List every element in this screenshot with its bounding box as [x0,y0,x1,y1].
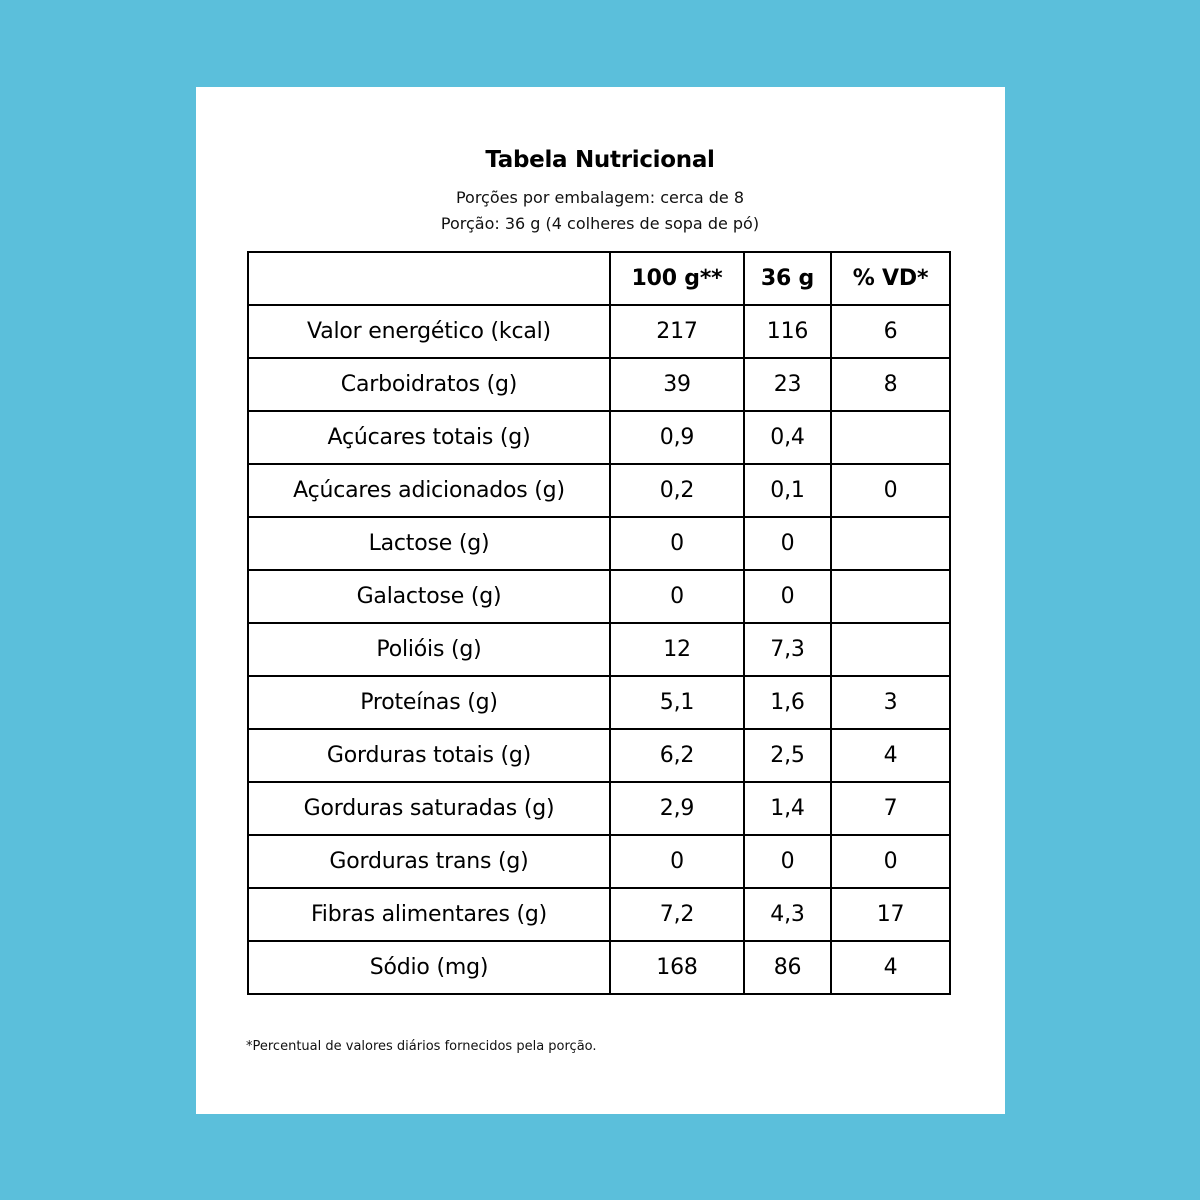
nutrient-name: Sódio (mg) [248,941,610,994]
nutrient-name: Gorduras trans (g) [248,835,610,888]
value-per-portion: 1,6 [744,676,831,729]
nutrient-name: Lactose (g) [248,517,610,570]
header-row [248,252,950,305]
table-row [248,411,950,464]
table-row [248,941,950,994]
value-per-portion: 7,3 [744,623,831,676]
value-daily: 7 [831,782,950,835]
value-daily: 4 [831,729,950,782]
value-daily: 4 [831,941,950,994]
value-per-portion: 0 [744,835,831,888]
value-per-portion: 0,4 [744,411,831,464]
value-per-100g: 7,2 [610,888,744,941]
value-daily: 6 [831,305,950,358]
nutrient-name: Gorduras saturadas (g) [248,782,610,835]
value-per-portion: 1,4 [744,782,831,835]
nutrient-name: Açúcares adicionados (g) [248,464,610,517]
value-per-100g: 0 [610,835,744,888]
value-per-100g: 168 [610,941,744,994]
value-per-portion: 0,1 [744,464,831,517]
value-daily: 0 [831,464,950,517]
value-per-portion: 86 [744,941,831,994]
table-title: Tabela Nutricional [485,147,715,173]
value-daily: 8 [831,358,950,411]
value-per-portion: 23 [744,358,831,411]
value-per-100g: 217 [610,305,744,358]
table-row [248,676,950,729]
header-per-portion: 36 g [744,252,831,305]
nutrient-name: Gorduras totais (g) [248,729,610,782]
nutrient-name: Açúcares totais (g) [248,411,610,464]
table-row [248,570,950,623]
table-row [248,517,950,570]
table-row [248,782,950,835]
portion-size: Porção: 36 g (4 colheres de sopa de pó) [440,214,760,233]
nutrient-name: Valor energético (kcal) [248,305,610,358]
header-daily-value: % VD* [831,252,950,305]
value-daily [831,570,950,623]
value-per-100g: 5,1 [610,676,744,729]
table-row [248,305,950,358]
value-daily: 0 [831,835,950,888]
table-row [248,888,950,941]
value-daily: 17 [831,888,950,941]
value-per-portion: 0 [744,570,831,623]
nutrient-name: Proteínas (g) [248,676,610,729]
value-per-100g: 2,9 [610,782,744,835]
servings-per-package: Porções por embalagem: cerca de 8 [455,188,745,207]
value-per-100g: 6,2 [610,729,744,782]
value-per-100g: 0,9 [610,411,744,464]
table-row [248,729,950,782]
value-per-portion: 4,3 [744,888,831,941]
table-row [248,358,950,411]
value-daily [831,623,950,676]
value-daily [831,411,950,464]
value-daily [831,517,950,570]
nutrition-table [247,251,951,995]
value-per-portion: 0 [744,517,831,570]
table-row [248,835,950,888]
value-per-portion: 2,5 [744,729,831,782]
footnote: *Percentual de valores diários fornecidos pela porção. [246,1039,597,1054]
table-row [248,464,950,517]
value-per-100g: 0,2 [610,464,744,517]
value-per-100g: 0 [610,517,744,570]
value-per-100g: 39 [610,358,744,411]
value-daily: 3 [831,676,950,729]
value-per-100g: 0 [610,570,744,623]
nutrient-name: Carboidratos (g) [248,358,610,411]
table-row [248,623,950,676]
header-per-100g: 100 g** [610,252,744,305]
value-per-portion: 116 [744,305,831,358]
header-nutrient [248,252,610,305]
nutrient-name: Galactose (g) [248,570,610,623]
value-per-100g: 12 [610,623,744,676]
nutrient-name: Polióis (g) [248,623,610,676]
nutrient-name: Fibras alimentares (g) [248,888,610,941]
